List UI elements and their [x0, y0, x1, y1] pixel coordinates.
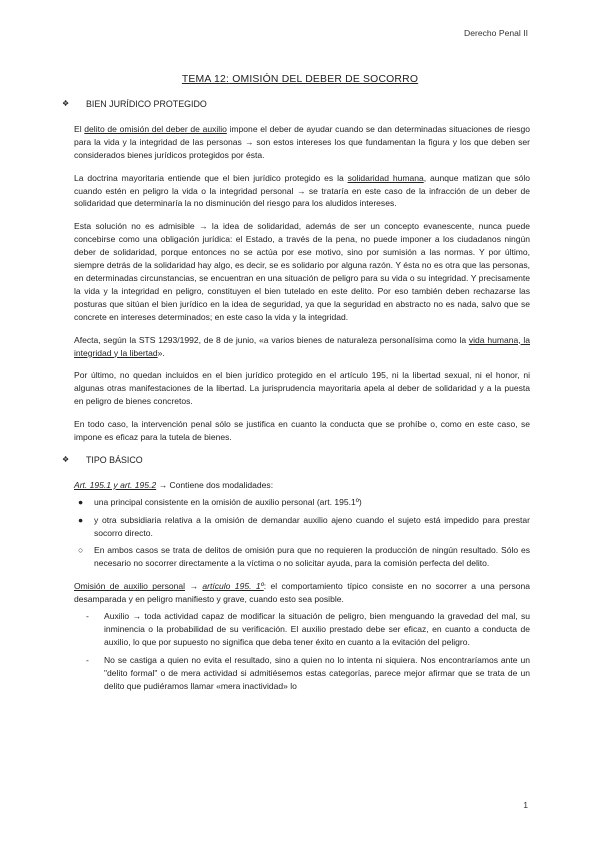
paragraph: Omisión de auxilio personal → artículo 195. 1º: el comportamiento típico consiste en no socorrer a una persona desamparada y en peligro manifiesto y grave, cuando esto sea posible. — [74, 581, 530, 605]
diamond-bullet-icon: ❖ — [62, 99, 70, 108]
list-item: - No se castiga a quien no evita el resultado, sino a quien no lo intenta ni siquiera. Nos encontraríamos ante un "delito formal" o de mera actividad si admitiésemos estas categorías, parece mejor afirmar que se trata de un delito que pudiéramos llamar «mera inactividad» lo — [86, 654, 530, 691]
paragraph: La doctrina mayoritaria entiende que el bien jurídico protegido es la solidaridad humana, aunque matizan que sólo cuando estén en peligro la vida o la integridad personal → se trataría en este caso de la infracción de un deber de solidaridad que determinaría la no disminución del riesgo para los aludidos intereses. — [74, 172, 530, 209]
list-item: ● una principal consistente en la omisión de auxilio personal (art. 195.1º) — [78, 496, 362, 507]
list-item: ● y otra subsidiaria relativa a la omisión de demandar auxilio ajeno cuando el sujeto está impedido para prestar socorro directo. — [78, 514, 530, 538]
page-number: 1 — [523, 800, 528, 810]
list-item: ○ En ambos casos se trata de delitos de omisión pura que no requieren la producción de ningún resultado. Sólo es necesario no socorrer directamente a la víctima o no solicitar ayuda, para la comisión perfecta del delito. — [78, 545, 530, 569]
paragraph: Afecta, según la STS 1293/1992, de 8 de junio, «a varios bienes de naturaleza personalísima como la vida humana, la integridad y la libertad». — [74, 334, 531, 358]
page-title — [0, 74, 600, 85]
document-body — [62, 98, 530, 703]
page-header: Derecho Penal II — [463, 28, 528, 38]
auxilio-list — [74, 610, 530, 692]
paragraph: En todo caso, la intervención penal sólo se justifica en cuanto la conducta que se prohíbe o, como en este caso, se impone es eficaz para la tutela de bienes. — [74, 419, 530, 443]
paragraph: Art. 195.1 y art. 195.2 → Contiene dos modalidades: — [74, 479, 274, 490]
diamond-bullet-icon: ❖ — [62, 454, 70, 464]
paragraph: Por último, no quedan incluidos en el bien jurídico protegido en el artículo 195, ni la libertad sexual, ni el honor, ni algunas otras manifestaciones de la libertad. La jurisprudencia mayoritaria apela al deber de solidaridad y a la puesta en peligro de bienes concretos. — [74, 370, 530, 407]
modalities-list — [74, 496, 530, 571]
section-heading-tipo-basico: ❖ TIPO BÁSICO — [62, 454, 143, 465]
paragraph: El delito de omisión del deber de auxilio impone el deber de ayudar cuando se dan determinadas situaciones de riesgo para la vida y la integridad de las personas → son estos intereses los que fundamentan la figura y los que deben ser considerados bienes jurídicos protegidos por ésta. — [74, 123, 530, 160]
title-prefix: TEMA 12: — [181, 74, 230, 85]
title-text: OMISIÓN DEL DEBER DE SOCORRO — [229, 74, 419, 85]
paragraph: Esta solución no es admisible → la idea de solidaridad, además de ser un concepto evanescente, nunca puede concebirse como una obligación jurídica: el Estado, a través de la pena, no puede imponer a los ciudadanos ningún deber de solidaridad, porque entonces no se actúa por ese motivo, sino por sumisión a las normas. Y por último, siempre detrás de la solidaridad hay algo, es decir, se es solidario por alguna razón. Y ésta no es otra que las personas, en determinadas circunstancias, se encuentran en una situación de peligro para su vida o su integridad. Y precisamente la vida y la integridad en peligro, constituyen el bien tutelado en este delito. Por eso también deben rechazarse las posturas que sitúan el bien jurídico en la idea de seguridad, ya que la seguridad en abstracto no es nada, salvo que se concrete en intereses determinados; en este caso la vida y la integridad. — [74, 221, 530, 322]
list-item: - Auxilio → toda actividad capaz de modificar la situación de peligro, bien menguando la gravedad del mal, su inminencia o la probabilidad de su verificación. El auxilio prestado debe ser eficaz, en cuanto a conducta de auxilio, lo que por supuesto no significa que deba tener éxito en cuanto a la evitación del peligro. — [86, 611, 530, 647]
section-heading-bien-juridico: ❖ BIEN JURÍDICO PROTEGIDO — [62, 99, 207, 109]
